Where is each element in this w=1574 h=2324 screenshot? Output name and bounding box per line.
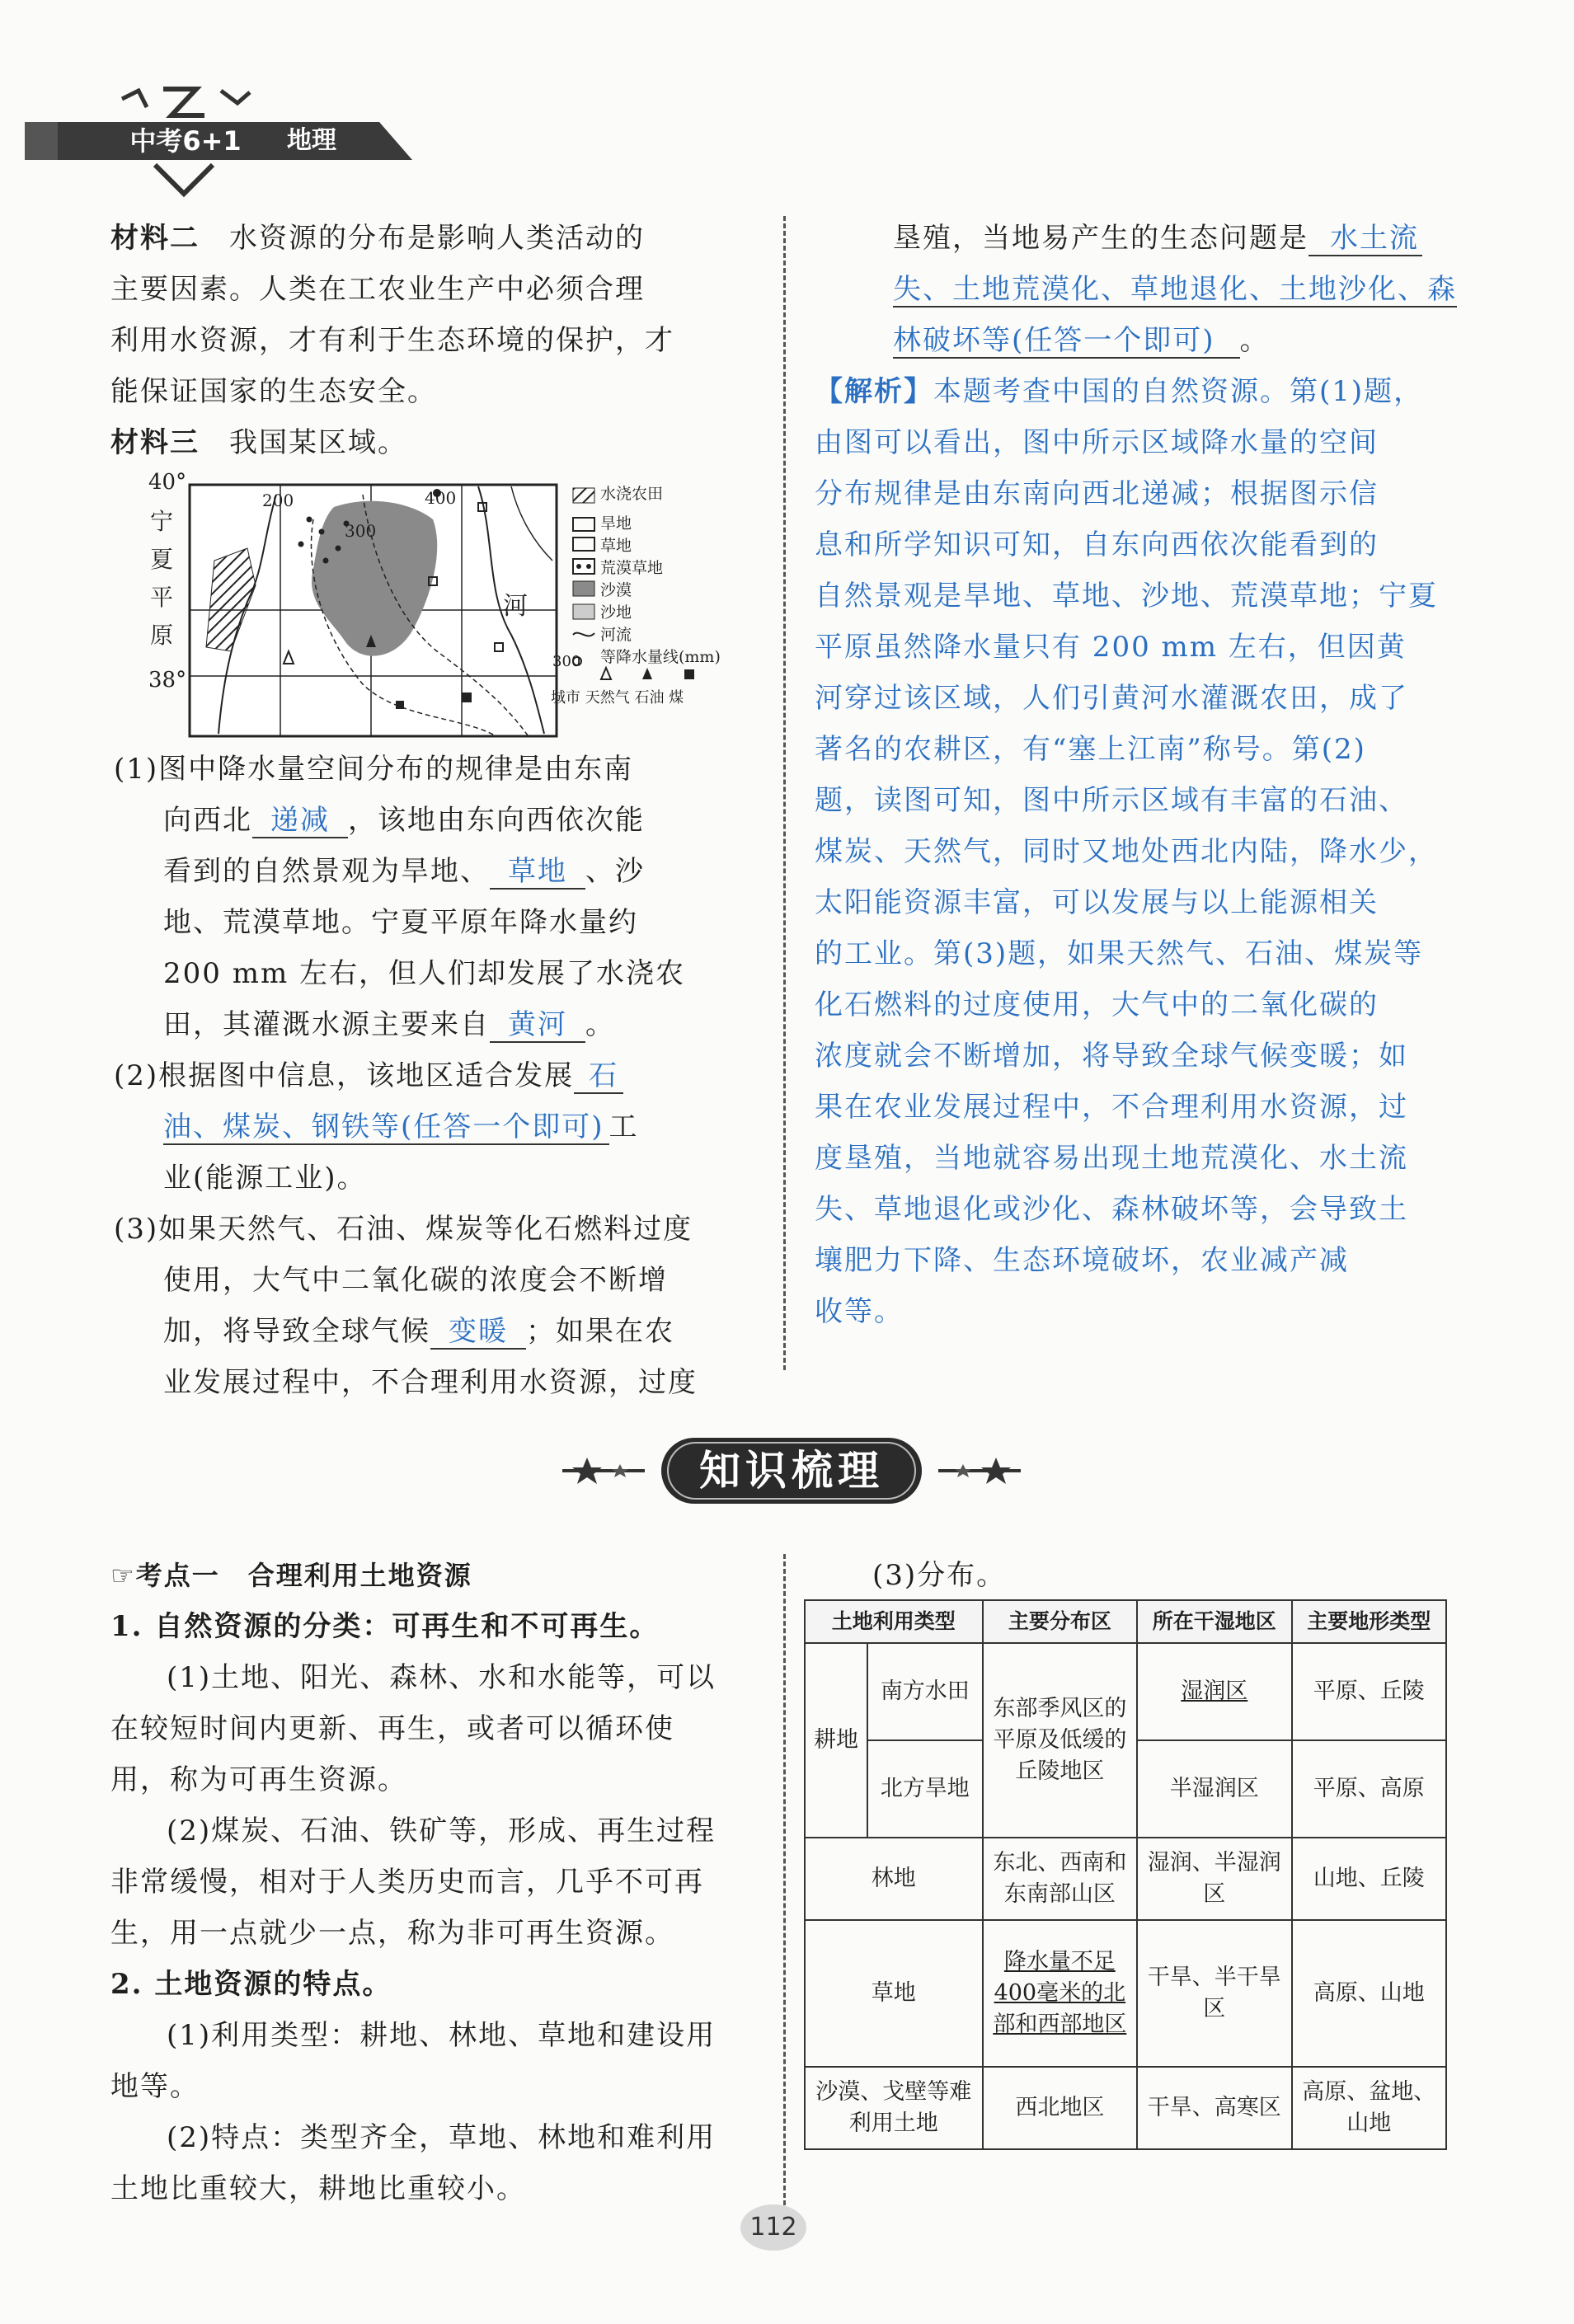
legend-bottom: 城市 天然气 石油 煤 [551, 689, 684, 707]
legend-desert-grass: 荒漠草地 [600, 559, 664, 577]
q3-line-1: (3)如果天然气、石油、煤炭等化石燃料过度 [114, 1213, 693, 1246]
cell-north-dry: 北方旱地 [867, 1740, 983, 1838]
material2-line-3: 利用水资源，才有利于生态环境的保护，才 [110, 324, 674, 357]
hand-pointer-icon: ☞ [110, 1560, 136, 1591]
map-lat-bottom: 38° [148, 668, 187, 693]
cell-forest: 林地 [805, 1838, 983, 1920]
material2-line-2: 主要因素。人类在工农业生产中必须合理 [110, 273, 645, 306]
cell-north-terrain: 平原、高原 [1292, 1740, 1446, 1838]
map-river-label: 河 [503, 592, 528, 621]
analysis-line-4: 息和所学知识可知，自东向西依次能看到的 [815, 528, 1379, 561]
material3-text: 我国某区域。 [229, 426, 407, 459]
legend-irrigated: 水浇农田 [600, 485, 664, 503]
analysis-line-18: 壤肥力下降、生态环境破坏，农业减产减 [815, 1244, 1349, 1277]
material2-line-4: 能保证国家的生态安全。 [110, 375, 437, 408]
analysis-text-1: 本题考查中国的自然资源。第(1)题， [933, 375, 1424, 408]
analysis-line-10: 煤炭、天然气，同时又地处西北内陆，降水少， [815, 835, 1438, 868]
q3-line-7b: 。 [1239, 324, 1270, 357]
table-header-row [805, 1600, 1446, 1643]
q2-line-3: 业(能源工业)。 [163, 1162, 367, 1195]
legend-isohyet-sample: 300 [552, 653, 581, 670]
cell-desert-terrain: 高原、盆地、山地 [1292, 2067, 1446, 2149]
q1-line-1: (1)图中降水量空间分布的规律是由东南 [114, 753, 634, 786]
cell-south-paddy: 南方水田 [867, 1643, 983, 1740]
analysis-line-3: 分布规律是由东南向西北递减；根据图示信 [815, 477, 1379, 510]
page-number-badge [739, 2203, 808, 2252]
cell-grass-region-text: 降水量不足400毫米的北部和西部地区 [993, 1949, 1127, 2037]
analysis-line-5: 自然景观是旱地、草地、沙地、荒漠草地；宁夏 [815, 580, 1438, 613]
page-number: 112 [749, 2213, 797, 2242]
q1-line-5: 200 mm 左右，但人们却发展了水浇农 [163, 957, 685, 990]
analysis-line-19: 收等。 [815, 1295, 904, 1328]
cell-south-moist-text: 湿润区 [1181, 1678, 1248, 1704]
q3-line-4: 业发展过程中，不合理利用水资源，过度 [163, 1366, 698, 1399]
cell-north-moist: 半湿润区 [1137, 1740, 1291, 1838]
header-type: 土地利用类型 [805, 1600, 983, 1643]
cell-south-moist [1137, 1643, 1291, 1740]
legend-dryland: 旱地 [600, 514, 632, 533]
knowledge-p3-2: 地等。 [110, 2070, 200, 2103]
q3-line-2: 使用，大气中二氧化碳的浓度会不断增 [163, 1264, 668, 1297]
map-region-char-2: 夏 [150, 546, 174, 573]
q3-line-3a: 加，将导致全球气候 [163, 1315, 430, 1348]
cell-desert-moist: 干旱、高寒区 [1137, 2067, 1291, 2149]
knowledge-block [110, 1550, 762, 2214]
knowledge-p4-1: (2)特点：类型齐全，草地、林地和难利用 [167, 2121, 717, 2154]
cell-south-terrain: 平原、丘陵 [1292, 1643, 1446, 1740]
material2-label: 材料二 [110, 222, 200, 255]
header-region: 主要分布区 [983, 1600, 1137, 1643]
map-lat-top: 40° [148, 470, 187, 495]
analysis-line-7: 河穿过该区域，人们引黄河水灌溉农田，成了 [815, 682, 1408, 715]
knowledge-p2-2: 非常缓慢，相对于人类历史而言，几乎不可再 [110, 1866, 704, 1899]
q3-line-5a: 垦殖，当地易产生的生态问题是 [893, 222, 1309, 255]
legend-sand: 沙地 [600, 603, 632, 622]
knowledge-p1-1: (1)土地、阳光、森林、水和水能等，可以 [167, 1661, 717, 1694]
bottom-column-divider [783, 1554, 786, 2205]
cell-grass-terrain: 高原、山地 [1292, 1920, 1446, 2067]
q1-line-4: 地、荒漠草地。宁夏平原年降水量约 [163, 906, 638, 939]
banner-title: 知识梳理 [699, 1447, 884, 1495]
q1-answer-3: 黄河 [490, 1008, 585, 1043]
analysis-line-11: 太阳能资源丰富，可以发展与以上能源相关 [815, 886, 1379, 919]
q1-line-6a: 田，其灌溉水源主要来自 [163, 1008, 490, 1041]
q3-line-3b: ；如果在农 [526, 1315, 674, 1348]
analysis-line-14: 浓度就会不断增加，将导致全球气候变暖；如 [815, 1040, 1408, 1073]
cell-forest-terrain: 山地、丘陵 [1292, 1838, 1446, 1920]
right-top-block [815, 213, 1474, 1337]
legend-isohyet: 等降水量线(mm) [600, 648, 721, 666]
analysis-line-13: 化石燃料的过度使用，大气中的二氧化碳的 [815, 988, 1379, 1021]
q1-answer-1: 递减 [252, 804, 348, 838]
section-banner [554, 1433, 1029, 1509]
analysis-line-15: 果在农业发展过程中，不合理利用水资源，过 [815, 1091, 1408, 1124]
knowledge-p1-2: 在较短时间内更新、再生，或者可以循环使 [110, 1712, 674, 1745]
q1-line-2b: ，该地由东向西依次能 [348, 804, 645, 837]
analysis-line-17: 失、草地退化或沙化、森林破坏等，会导致土 [815, 1193, 1408, 1226]
legend-desert: 沙漠 [600, 581, 632, 599]
table-row [805, 2067, 1446, 2149]
table-caption: (3)分布。 [872, 1559, 1007, 1592]
table-row [805, 1643, 1446, 1740]
map-contour-200: 200 [262, 491, 294, 510]
top-column-divider [783, 216, 786, 1370]
q1-answer-2: 草地 [490, 855, 585, 890]
point-label: 考点一 合理利用土地资源 [135, 1560, 472, 1591]
analysis-line-8: 著名的农耕区，有“塞上江南”称号。第(2) [815, 733, 1366, 766]
knowledge-p1-3: 用，称为可再生资源。 [110, 1763, 407, 1796]
map-region-char-4: 原 [150, 622, 174, 649]
q2-line-2b: 工 [608, 1110, 639, 1143]
cell-forest-moist: 湿润、半湿润区 [1137, 1838, 1291, 1920]
cell-forest-region: 东北、西南和东南部山区 [983, 1838, 1137, 1920]
map-contour-400: 400 [425, 488, 457, 508]
knowledge-heading-1: 1. 自然资源的分类：可再生和不可再生。 [110, 1610, 660, 1643]
q2-line-1a: (2)根据图中信息，该地区适合发展 [114, 1059, 575, 1092]
cell-grass-region [983, 1920, 1137, 2067]
q1-line-2a: 向西北 [163, 804, 252, 837]
cell-desert: 沙漠、戈壁等难利用土地 [805, 2067, 983, 2149]
q1-line-3b: 、沙 [585, 855, 645, 888]
cell-desert-region: 西北地区 [983, 2067, 1137, 2149]
knowledge-p2-3: 生，用一点就少一点，称为非可再生资源。 [110, 1917, 674, 1950]
analysis-line-1 [815, 366, 1474, 417]
analysis-tag: 【解析】 [815, 375, 933, 408]
q2-answer-b: 油、煤炭、钢铁等(任答一个即可) [163, 1110, 609, 1145]
analysis-line-12: 的工业。第(3)题，如果天然气、石油、煤炭等 [815, 937, 1424, 970]
map-region-char-3: 平 [150, 584, 174, 611]
map-region-label [150, 503, 175, 655]
q3-answer-2b: 失、土地荒漠化、草地退化、土地沙化、森 [893, 273, 1457, 306]
map-region-char-1: 宁 [150, 508, 174, 535]
table-row [805, 1838, 1446, 1920]
questions-block [114, 744, 765, 1408]
header-brand: 中考6+1 [129, 125, 242, 157]
land-use-table [804, 1599, 1447, 2150]
q3-answer-2a: 水土流 [1309, 222, 1422, 256]
legend-river: 河流 [600, 626, 632, 644]
region-map [148, 470, 754, 746]
q1-line-6b: 。 [585, 1008, 615, 1041]
analysis-line-16: 度垦殖，当地就容易出现土地荒漠化、水土流 [815, 1142, 1408, 1175]
analysis-line-9: 题，读图可知，图中所示区域有丰富的石油、 [815, 784, 1408, 817]
cell-farm-region: 东部季风区的平原及低缓的丘陵地区 [983, 1643, 1137, 1838]
q1-line-3a: 看到的自然景观为旱地、 [163, 855, 490, 888]
material2-block [110, 213, 762, 468]
q3-answer-2c: 林破坏等(任答一个即可) [893, 324, 1240, 359]
analysis-line-6: 平原虽然降水量只有 200 mm 左右，但因黄 [815, 631, 1407, 664]
q2-answer-a: 石 [574, 1059, 623, 1094]
map-legend [600, 483, 721, 669]
header-subject: 地理 [287, 126, 336, 155]
cell-grass-moist: 干旱、半干旱区 [1137, 1920, 1291, 2067]
material2-line-1: 水资源的分布是影响人类活动的 [229, 222, 645, 255]
map-contour-300: 300 [345, 521, 377, 541]
knowledge-p4-2: 土地比重较大，耕地比重较小。 [110, 2172, 526, 2205]
header-moisture: 所在干湿地区 [1137, 1600, 1291, 1643]
material3-label: 材料三 [110, 426, 200, 459]
q3-answer-1: 变暖 [430, 1315, 526, 1350]
cell-farmland: 耕地 [805, 1643, 867, 1838]
knowledge-p2-1: (2)煤炭、石油、铁矿等，形成、再生过程 [167, 1815, 717, 1847]
cell-grass: 草地 [805, 1920, 983, 2067]
knowledge-p3-1: (1)利用类型：耕地、林地、草地和建设用 [167, 2019, 717, 2052]
legend-grass: 草地 [600, 537, 632, 555]
analysis-line-2: 由图可以看出，图中所示区域降水量的空间 [815, 426, 1379, 459]
header-terrain: 主要地形类型 [1292, 1600, 1446, 1643]
table-row [805, 1920, 1446, 2067]
knowledge-heading-2: 2. 土地资源的特点。 [110, 1968, 392, 2001]
